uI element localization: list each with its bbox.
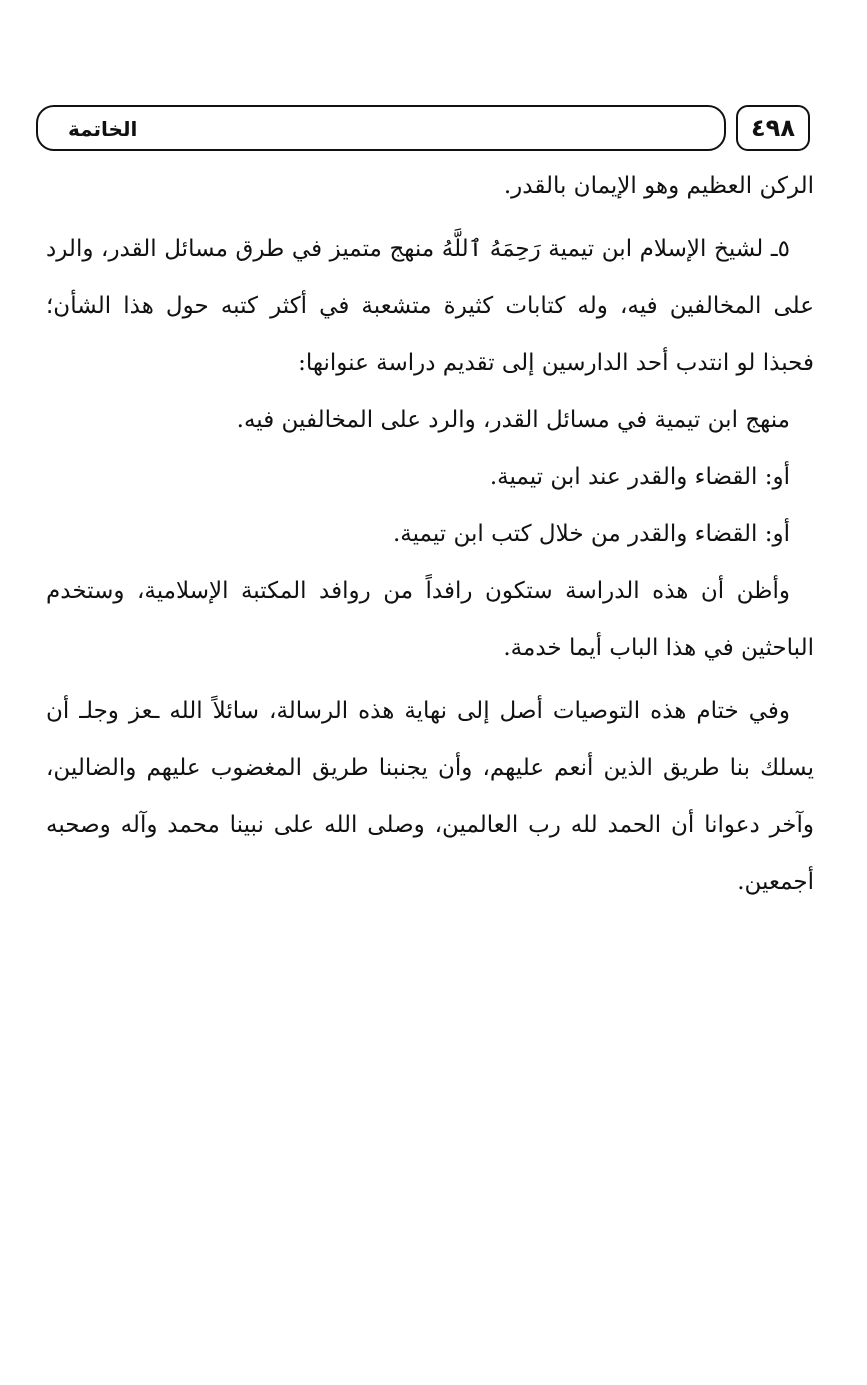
page-number: ٤٩٨ [736,105,810,151]
suggested-title-1: منهج ابن تيمية في مسائل القدر، والرد على المخالفين فيه. [236,407,790,433]
paragraph-continuation: الركن العظيم وهو الإيمان بالقدر. [503,173,814,199]
page-header [36,105,810,157]
paragraph-opinion: وأظن أن هذه الدراسة ستكون رافداً من روافد المكتبة الإسلامية، وستخدم الباحثين في هذا الباب أيما خدمة. [46,578,814,661]
suggested-title-3: أو: القضاء والقدر من خلال كتب ابن تيمية. [392,521,790,547]
suggested-title-2: أو: القضاء والقدر عند ابن تيمية. [489,464,790,490]
paragraph-closing: وفي ختام هذه التوصيات أصل إلى نهاية هذه الرسالة، سائلاً الله ـعز وجلـ أن يسلك بنا طريق الذين أنعم عليهم، وأن يجنبنا طريق المغضوب عليهم والضالين، وآخر دعوانا أن الحمد لله رب العالمين، وصلى الله على نبينا محمد وآله وصحبه أجمعين. [46,698,814,895]
paragraph-point-5: ٥ـ لشيخ الإسلام ابن تيمية رَحِمَهُ ٱللَّهُ منهج متميز في طرق مسائل القدر، والرد على المخالفين فيه، وله كتابات كثيرة متشعبة في أكثر كتبه حول هذا الشأن؛ فحبذا لو انتدب أحد الدارسين إلى تقديم دراسة عنوانها: [46,236,814,376]
header-title-frame [36,105,726,151]
body-text [46,158,814,911]
chapter-title: الخاتمة [68,117,138,141]
